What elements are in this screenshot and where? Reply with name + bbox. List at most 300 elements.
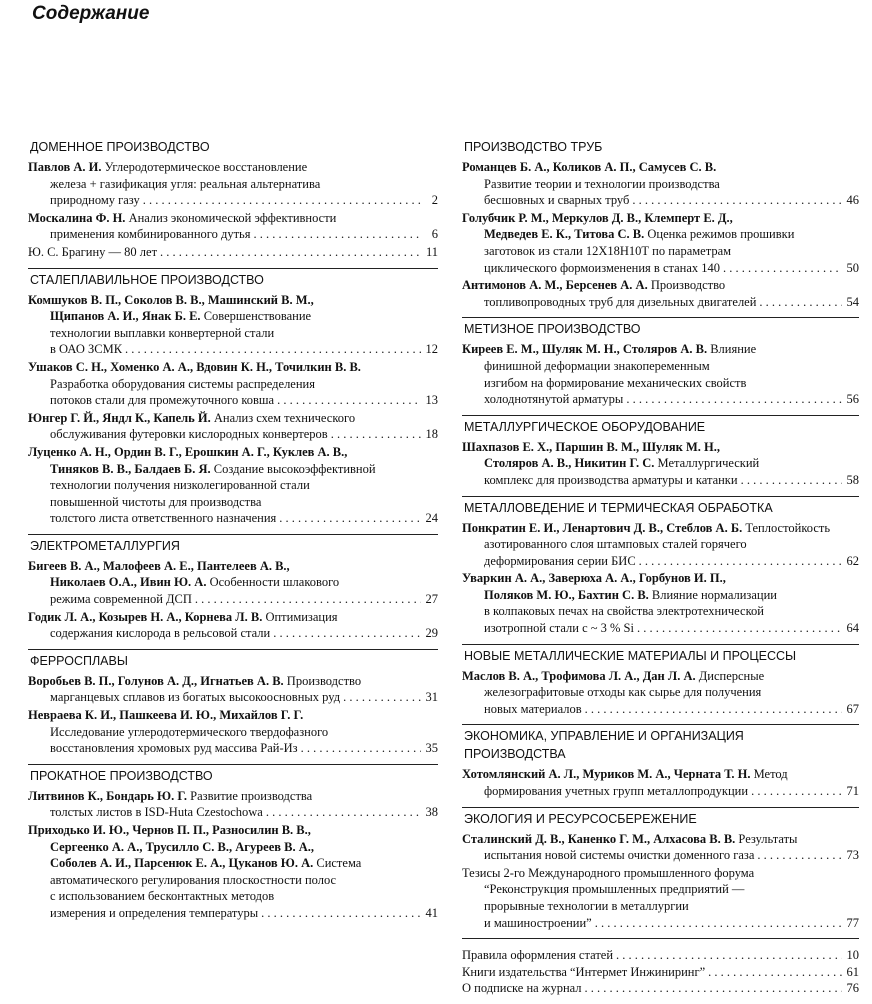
- entry-line: [28, 673, 438, 690]
- entry-text: [50, 461, 376, 478]
- entry-line: [28, 822, 438, 839]
- entry-title: потоков стали для промежуточного ковша: [50, 393, 275, 408]
- entry-title: технологии получения низколегированной стали: [50, 478, 310, 493]
- toc-entry[interactable]: [28, 822, 438, 922]
- entry-line: [462, 684, 859, 701]
- entry-text: [462, 831, 797, 848]
- entry-line: [462, 783, 859, 800]
- entry-authors: Уваркин А. А., Заверюха А. А., Горбунов И. П.,: [462, 571, 726, 586]
- entry-text: [50, 308, 311, 325]
- misc-item[interactable]: [462, 964, 859, 981]
- entry-title: в ОАО ЗСМК: [50, 342, 123, 357]
- entry-line: [28, 461, 438, 478]
- entry-authors: Маслов В. А., Трофимова Л. А., Дан Л. А.: [462, 668, 696, 683]
- toc-entry[interactable]: [462, 865, 859, 931]
- entry-line: [462, 520, 859, 537]
- page-number: 46: [846, 193, 859, 208]
- dot-leader: [273, 625, 421, 642]
- entry-line: [462, 294, 859, 311]
- misc-section: [462, 938, 859, 997]
- dot-leader: [160, 244, 421, 261]
- toc-entry[interactable]: [28, 558, 438, 608]
- misc-title: О подписке на журнал: [462, 981, 582, 996]
- section-title: ПРОИЗВОДСТВО ТРУБ: [464, 140, 603, 154]
- entry-line: [28, 888, 438, 905]
- entry-text: [484, 176, 720, 193]
- entry-line: [462, 898, 859, 915]
- entry-authors: Ушаков С. Н., Хоменко А. А., Вдовин К. Н., Точилкин В. В.: [28, 359, 361, 374]
- entry-title: обслуживания футеровки кислородных конвертеров: [50, 427, 328, 442]
- entry-authors: Сергеенко А. А., Трусилло С. В., Агуреев В. А.,: [50, 839, 314, 854]
- entry-line: [462, 587, 859, 604]
- entry-text: [50, 724, 328, 741]
- toc-entry[interactable]: [462, 277, 859, 310]
- entry-authors: Воробьев В. П., Голунов А. Д., Игнатьев А. В.: [28, 673, 284, 688]
- entry-title: автоматического регулирования плоскостности полос: [50, 872, 337, 887]
- page-number: 6: [431, 227, 438, 242]
- entry-text: [28, 210, 336, 227]
- section-title: ЭЛЕКТРОМЕТАЛЛУРГИЯ: [30, 538, 180, 553]
- section-title: ДОМЕННОЕ ПРОИЗВОДСТВО: [30, 140, 210, 154]
- page-number: 50: [846, 260, 859, 275]
- toc-entry[interactable]: [462, 210, 859, 276]
- toc-entry[interactable]: [28, 707, 438, 757]
- entry-line: [28, 308, 438, 325]
- entry-line: [28, 574, 438, 591]
- entry-text: [50, 888, 274, 905]
- toc-section: [28, 649, 438, 757]
- entry-authors: Хотомлянский А. Л., Муриков М. А., Черната Т. Н.: [462, 767, 751, 782]
- page-title: Содержание: [32, 3, 150, 24]
- toc-section: [462, 496, 859, 637]
- entry-title: комплекс для производства арматуры и катанки: [484, 472, 738, 487]
- entry-title: восстановления хромовых руд массива Рай-Из: [50, 741, 298, 756]
- toc-entry[interactable]: [28, 210, 438, 243]
- entry-line: [462, 260, 859, 277]
- dot-leader: [632, 192, 842, 209]
- entry-title: формирования учетных групп металлопродукции: [484, 784, 749, 799]
- entry-text: [28, 558, 290, 575]
- entry-line: [462, 701, 859, 718]
- entry-title: Анализ схем технического: [210, 410, 356, 425]
- entry-line: [28, 724, 438, 741]
- toc-entry[interactable]: [462, 520, 859, 570]
- entry-text: [50, 477, 310, 494]
- entry-line: [28, 788, 438, 805]
- entry-title: Анализ экономической эффективности: [125, 210, 337, 225]
- dot-leader: [143, 192, 421, 209]
- entry-title: топливопроводных труб для дизельных двигателей: [484, 294, 757, 309]
- toc-entry[interactable]: [462, 439, 859, 489]
- entry-title: повышенной чистоты для производства: [50, 494, 262, 509]
- section-title-cont: ПРОИЗВОДСТВА: [464, 747, 566, 762]
- entry-title: Развитие теории и технологии производства: [484, 176, 720, 191]
- toc-entry[interactable]: [462, 159, 859, 209]
- entry-line: [462, 553, 859, 570]
- entry-authors: Москалина Ф. Н.: [28, 210, 126, 225]
- entry-line: [462, 766, 859, 783]
- entry-text: [28, 159, 307, 176]
- dot-leader: [261, 905, 421, 922]
- entry-title: железографитовые отходы как сырье для получения: [484, 685, 762, 700]
- dot-leader: [301, 740, 421, 757]
- dot-leader: [595, 915, 842, 932]
- entry-authors: Столяров А. В., Никитин Г. С.: [484, 456, 655, 471]
- entry-authors: Комшуков В. П., Соколов В. В., Машинский В. М.,: [28, 292, 314, 307]
- right-column: [462, 138, 859, 1004]
- dot-leader: [639, 553, 842, 570]
- page-number: 54: [846, 294, 859, 309]
- entry-line: [28, 839, 438, 856]
- entry-text: [28, 292, 314, 309]
- toc-entry[interactable]: [28, 359, 438, 409]
- entry-text: [50, 494, 261, 511]
- entry-title: Результаты: [735, 831, 798, 846]
- entry-authors: Николаев О.А., Ивин Ю. А.: [50, 575, 207, 590]
- toc-entry[interactable]: [28, 159, 438, 209]
- toc-entry[interactable]: [28, 410, 438, 443]
- entry-line: [28, 510, 438, 527]
- toc-section: [462, 644, 859, 718]
- dot-leader: [254, 226, 422, 243]
- entry-text: [28, 673, 361, 690]
- entry-text: [50, 510, 276, 527]
- misc-title: Книги издательства “Интермет Инжиниринг”: [462, 964, 706, 979]
- toc-section: [462, 415, 859, 489]
- page-number: 58: [846, 472, 859, 487]
- entry-title: азотированного слоя штамповых сталей горячего: [484, 537, 747, 552]
- entry-text: [28, 788, 312, 805]
- entry-title: новых материалов: [484, 701, 582, 716]
- entry-title: Метод: [750, 767, 788, 782]
- toc-section: [462, 807, 859, 932]
- toc-entry[interactable]: [462, 570, 859, 636]
- dot-leader: [751, 783, 842, 800]
- page-number: 71: [846, 784, 859, 799]
- dot-leader: [626, 391, 842, 408]
- dot-leader: [759, 294, 842, 311]
- entry-line: [462, 243, 859, 260]
- toc-section: [28, 534, 438, 642]
- entry-text: [484, 260, 720, 277]
- entry-text: [462, 570, 726, 587]
- dot-leader: [741, 472, 842, 489]
- left-column: [28, 138, 438, 929]
- entry-title: с использованием бесконтактных методов: [50, 889, 275, 904]
- entry-text: [484, 701, 582, 718]
- entry-line: [28, 325, 438, 342]
- dot-leader: [343, 689, 421, 706]
- entry-line: [28, 426, 438, 443]
- entry-text: [484, 881, 744, 898]
- entry-line: [462, 865, 859, 882]
- entry-line: [28, 609, 438, 626]
- entry-text: [50, 325, 274, 342]
- entry-text: [484, 783, 748, 800]
- entry-line: [462, 391, 859, 408]
- entry-text: [50, 341, 122, 358]
- entry-line: [28, 192, 438, 209]
- entry-text: [484, 243, 731, 260]
- page-number: 61: [846, 964, 859, 979]
- entry-line: [462, 620, 859, 637]
- entry-text: [28, 359, 361, 376]
- entry-text: [484, 536, 747, 553]
- dot-leader: [279, 510, 421, 527]
- entry-title: деформирования серии БИС: [484, 553, 636, 568]
- entry-line: [28, 804, 438, 821]
- entry-line: [28, 410, 438, 427]
- entry-title: железа + газификация угля: реальная альтернатива: [50, 176, 321, 191]
- page-number: 73: [846, 848, 859, 863]
- entry-line: [462, 210, 859, 227]
- misc-item[interactable]: [462, 980, 859, 997]
- entry-authors: Юнгер Г. Й., Яндл К., Капель Й.: [28, 410, 211, 425]
- toc-entry[interactable]: [28, 609, 438, 642]
- page-number: 64: [846, 621, 859, 636]
- entry-line: [28, 855, 438, 872]
- entry-line: [28, 244, 438, 261]
- toc-section: [28, 138, 438, 261]
- dot-leader: [195, 591, 421, 608]
- entry-text: [50, 872, 336, 889]
- dot-leader: [708, 964, 842, 981]
- entry-text: [462, 210, 733, 227]
- entry-line: [462, 603, 859, 620]
- entry-title: Углеродотермическое восстановление: [101, 160, 308, 174]
- entry-authors: Голубчик Р. М., Меркулов Д. В., Клемперт Е. Д.,: [462, 210, 733, 225]
- entry-text: [50, 740, 298, 757]
- entry-line: [462, 881, 859, 898]
- entry-text: [484, 603, 764, 620]
- toc-section: [462, 138, 859, 310]
- entry-line: [28, 444, 438, 461]
- entry-title: Ю. С. Брагину — 80 лет: [28, 244, 158, 259]
- dot-leader: [125, 341, 421, 358]
- toc-entry[interactable]: [462, 831, 859, 864]
- entry-title: Теплостойкость: [742, 520, 831, 535]
- entry-text: [28, 444, 347, 461]
- dot-leader: [331, 426, 421, 443]
- entry-authors: Бигеев В. А., Малофеев А. Е., Пантелеев А. В.,: [28, 558, 290, 573]
- entry-line: [462, 358, 859, 375]
- entry-authors: Медведев Е. К., Титова С. В.: [484, 227, 645, 242]
- entry-line: [462, 472, 859, 489]
- entry-authors: Литвинов К., Бондарь Ю. Г.: [28, 788, 188, 803]
- entry-title: Оценка режимов прошивки: [644, 227, 795, 242]
- entry-title: толстых листов в ISD-Huta Czestochowa: [50, 805, 263, 820]
- entry-title: технологии выплавки конвертерной стали: [50, 325, 275, 340]
- entry-text: [462, 439, 720, 456]
- toc-entry[interactable]: [28, 244, 438, 261]
- page-number: 35: [425, 741, 438, 756]
- entry-text: [484, 898, 689, 915]
- entry-authors: Антимонов А. М., Берсенев А. А.: [462, 278, 648, 293]
- entry-title: Система: [313, 856, 362, 871]
- entry-authors: Соболев А. И., Парсенюк Е. А., Цуканов Ю. А.: [50, 856, 314, 871]
- entry-line: [462, 570, 859, 587]
- toc-entry[interactable]: [28, 788, 438, 821]
- entry-title: режима современной ДСП: [50, 592, 192, 607]
- section-title: МЕТАЛЛОВЕДЕНИЕ И ТЕРМИЧЕСКАЯ ОБРАБОТКА: [464, 500, 773, 515]
- entry-text: [462, 668, 764, 685]
- page-number: 27: [425, 592, 438, 607]
- entry-text: [50, 192, 140, 209]
- entry-line: [28, 477, 438, 494]
- entry-title: природному газу: [50, 193, 140, 208]
- entry-title: Тезисы 2-го Международного промышленного форума: [462, 865, 755, 880]
- entry-title: измерения и определения температуры: [50, 905, 259, 920]
- page-number: 56: [846, 392, 859, 407]
- toc-entry[interactable]: [462, 766, 859, 799]
- entry-line: [28, 872, 438, 889]
- entry-line: [462, 159, 859, 176]
- entry-title: Производство: [647, 278, 726, 293]
- toc-section: [462, 317, 859, 407]
- entry-line: [462, 341, 859, 358]
- entry-text: [484, 472, 738, 489]
- entry-text: [28, 244, 157, 261]
- misc-item[interactable]: [462, 947, 859, 964]
- entry-line: [28, 905, 438, 922]
- entry-title: Дисперсные: [695, 668, 765, 683]
- entry-authors: Луценко А. Н., Ордин В. Г., Ерошкин А. Г., Куклев А. В.,: [28, 444, 348, 459]
- entry-text: [50, 176, 320, 193]
- entry-title: Разработка оборудования системы распределения: [50, 376, 315, 391]
- entry-text: [462, 341, 756, 358]
- entry-line: [462, 439, 859, 456]
- entry-text: [50, 689, 340, 706]
- entry-text: [50, 905, 258, 922]
- entry-title: толстого листа ответственного назначения: [50, 511, 277, 526]
- entry-text: [28, 609, 338, 626]
- page-number: 10: [846, 948, 859, 963]
- entry-text: [50, 625, 270, 642]
- entry-text: [484, 391, 623, 408]
- entry-text: [484, 192, 629, 209]
- entry-line: [462, 455, 859, 472]
- toc-entry[interactable]: [28, 444, 438, 527]
- page-number: 13: [425, 393, 438, 408]
- entry-title: Металлургический: [654, 456, 760, 471]
- dot-leader: [585, 701, 842, 718]
- entry-text: [50, 855, 361, 872]
- entry-line: [28, 625, 438, 642]
- entry-line: [462, 831, 859, 848]
- entry-text: [484, 620, 634, 637]
- entry-authors: Щипанов А. И., Янак Б. Е.: [50, 309, 201, 324]
- entry-line: [462, 847, 859, 864]
- entry-title: заготовок из стали 12Х18Н10Т по параметрам: [484, 243, 732, 258]
- entry-line: [28, 591, 438, 608]
- entry-line: [462, 915, 859, 932]
- entry-line: [462, 668, 859, 685]
- entry-title: содержания кислорода в рельсовой стали: [50, 626, 271, 641]
- entry-line: [462, 192, 859, 209]
- misc-title: Правила оформления статей: [462, 948, 614, 963]
- dot-leader: [585, 980, 842, 997]
- page-number: 77: [846, 915, 859, 930]
- entry-text: [28, 822, 311, 839]
- entry-line: [28, 341, 438, 358]
- page-number: 11: [425, 244, 438, 259]
- entry-title: “Реконструкция промышленных предприятий —: [484, 882, 745, 897]
- toc-section: [28, 268, 438, 527]
- entry-authors: Шахпазов Е. Х., Паршин В. М., Шуляк М. Н.,: [462, 439, 720, 454]
- section-title: МЕТИЗНОЕ ПРОИЗВОДСТВО: [464, 322, 641, 337]
- page-number: 18: [425, 427, 438, 442]
- page-number: 2: [431, 193, 438, 208]
- section-title: ПРОКАТНОЕ ПРОИЗВОДСТВО: [30, 768, 213, 783]
- dot-leader: [757, 847, 842, 864]
- entry-title: финишной деформации знакопеременным: [484, 358, 710, 373]
- toc-section: [28, 764, 438, 922]
- entry-line: [462, 536, 859, 553]
- entry-text: [484, 294, 756, 311]
- page-number: 29: [425, 626, 438, 641]
- entry-line: [28, 558, 438, 575]
- entry-authors: Понкратин Е. И., Ленартович Д. В., Стеблов А. Б.: [462, 520, 743, 535]
- entry-line: [28, 494, 438, 511]
- entry-title: и машиностроении”: [484, 915, 592, 930]
- entry-title: циклического формоизменения в станах 140: [484, 260, 721, 275]
- entry-line: [28, 226, 438, 243]
- page-number: 62: [846, 553, 859, 568]
- entry-title: Совершенствование: [200, 309, 312, 324]
- entry-text: [462, 520, 830, 537]
- section-title: ЭКОЛОГИЯ И РЕСУРСОСБЕРЕЖЕНИЕ: [464, 811, 697, 826]
- entry-title: Создание высокоэффективной: [210, 461, 376, 476]
- section-title: МЕТАЛЛУРГИЧЕСКОЕ ОБОРУДОВАНИЕ: [464, 419, 706, 434]
- entry-text: [50, 804, 263, 821]
- entry-text: [462, 865, 754, 882]
- entry-text: [50, 574, 339, 591]
- entry-title: Производство: [283, 673, 362, 688]
- toc-entry[interactable]: [28, 673, 438, 706]
- entry-text: [484, 915, 592, 932]
- entry-title: испытания новой системы очистки доменного газа: [484, 848, 755, 863]
- entry-line: [462, 277, 859, 294]
- entry-text: [50, 426, 328, 443]
- entry-line: [462, 226, 859, 243]
- entry-line: [28, 176, 438, 193]
- toc-section: [462, 724, 859, 799]
- entry-text: [28, 707, 303, 724]
- entry-text: [484, 553, 636, 570]
- entry-text: [484, 375, 746, 392]
- entry-text: [50, 591, 192, 608]
- entry-line: [28, 159, 438, 176]
- toc-entry[interactable]: [462, 668, 859, 718]
- entry-line: [28, 376, 438, 393]
- entry-line: [28, 359, 438, 376]
- entry-text: [50, 392, 274, 409]
- toc-entry[interactable]: [462, 341, 859, 407]
- section-title: ЭКОНОМИКА, УПРАВЛЕНИЕ И ОРГАНИЗАЦИЯ: [464, 729, 744, 744]
- entry-authors: Приходько И. Ю., Чернов П. П., Разносилин В. В.,: [28, 823, 311, 837]
- page-number: 24: [425, 511, 438, 526]
- page-number: 67: [846, 701, 859, 716]
- toc-entry[interactable]: [28, 292, 438, 358]
- entry-title: Исследование углеродотермического твердофазного: [50, 724, 329, 739]
- entry-line: [28, 740, 438, 757]
- entry-title: Оптимизация: [262, 609, 338, 624]
- entry-text: [28, 410, 355, 427]
- entry-text: [484, 455, 759, 472]
- dot-leader: [266, 804, 421, 821]
- entry-text: [484, 358, 710, 375]
- entry-text: [484, 587, 777, 604]
